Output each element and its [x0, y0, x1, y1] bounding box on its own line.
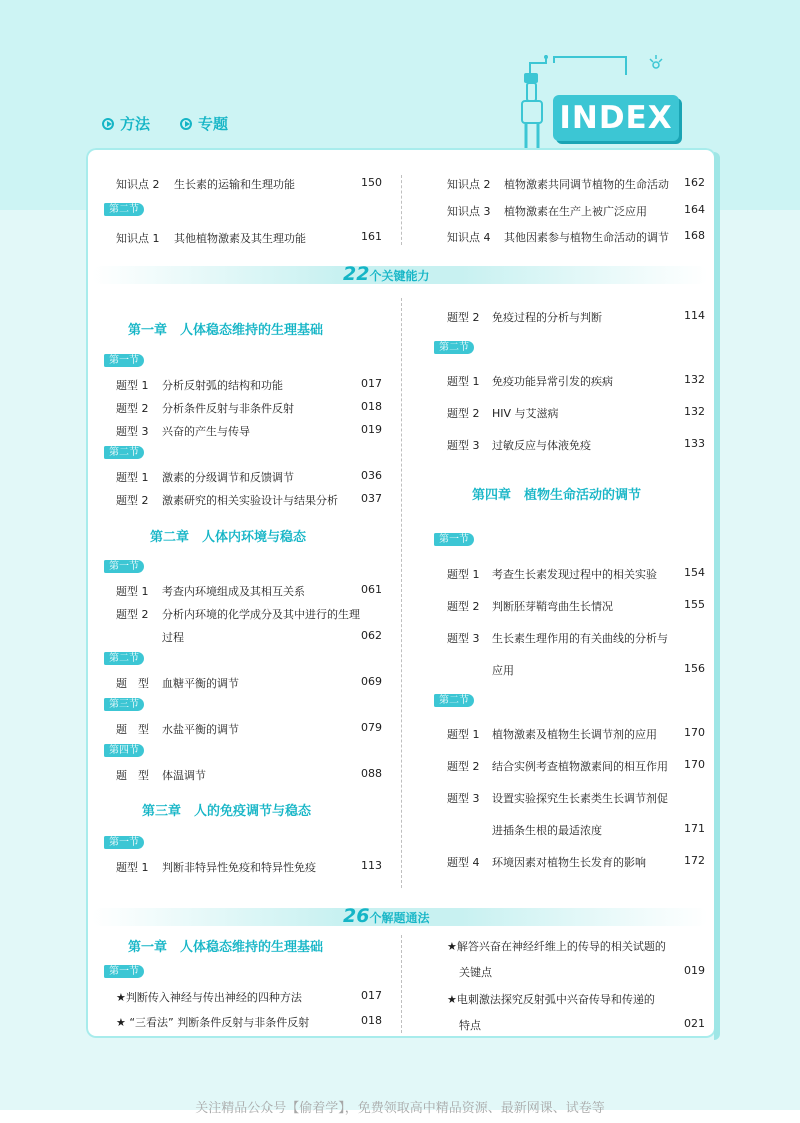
- item-page: 019: [361, 423, 382, 436]
- item-page: 161: [361, 230, 382, 243]
- item-label: 题型 3: [447, 632, 480, 645]
- item-page: 171: [684, 822, 705, 835]
- item-label: 题型 3: [447, 439, 480, 452]
- item-page: 113: [361, 859, 382, 872]
- item-label: 题 型: [116, 677, 149, 690]
- column-divider: [401, 935, 402, 1033]
- item-page: 170: [684, 726, 705, 739]
- item-title: 水盐平衡的调节: [162, 723, 239, 736]
- item-title: 生长素生理作用的有关曲线的分析与: [492, 632, 668, 645]
- section-badge: 第一节: [434, 533, 474, 546]
- item-page: 036: [361, 469, 382, 482]
- section-badge: 第三节: [104, 698, 144, 711]
- column-divider: [401, 175, 402, 245]
- divider-text: 个解题通法: [369, 911, 430, 925]
- item-title: 生长素的运输和生理功能: [174, 178, 295, 191]
- item-label: 题型 3: [116, 425, 149, 438]
- item-page: 132: [684, 373, 705, 386]
- item-page: 150: [361, 176, 382, 189]
- item-page: 170: [684, 758, 705, 771]
- item-page: 079: [361, 721, 382, 734]
- item-title-cont: 过程: [162, 631, 184, 644]
- item-label: 题型 2: [447, 407, 480, 420]
- item-page: 021: [684, 1017, 705, 1030]
- item-title: ★解答兴奋在神经纤维上的传导的相关试题的: [447, 940, 666, 953]
- section-badge: 第一节: [104, 836, 144, 849]
- chapter-title: 第一章 人体稳态维持的生理基础: [128, 323, 324, 338]
- item-title: 免疫过程的分析与判断: [492, 311, 602, 324]
- item-title: 激素的分级调节和反馈调节: [162, 471, 294, 484]
- item-label: 题型 1: [447, 728, 480, 741]
- item-title: 判断胚芽鞘弯曲生长情况: [492, 600, 613, 613]
- item-title: 免疫功能异常引发的疾病: [492, 375, 613, 388]
- section-divider-title: [343, 263, 429, 285]
- item-title: 分析条件反射与非条件反射: [162, 402, 294, 415]
- section-badge: 第一节: [104, 354, 144, 367]
- chapter-title: 第三章 人的免疫调节与稳态: [142, 804, 312, 819]
- section-badge: 第二节: [434, 694, 474, 707]
- section-badge: 第二节: [434, 341, 474, 354]
- item-title: 其他植物激素及其生理功能: [174, 232, 306, 245]
- item-page: 017: [361, 377, 382, 390]
- item-page: 088: [361, 767, 382, 780]
- item-title: 兴奋的产生与传导: [162, 425, 250, 438]
- item-page: 061: [361, 583, 382, 596]
- item-page: 037: [361, 492, 382, 505]
- item-title: 过敏反应与体液免疫: [492, 439, 591, 452]
- nav-method[interactable]: [102, 113, 150, 134]
- item-title: 分析内环境的化学成分及其中进行的生理: [162, 608, 360, 621]
- nav-topic-label: 专题: [198, 115, 229, 133]
- item-label: 题型 2: [116, 494, 149, 507]
- item-label: 题型 1: [116, 585, 149, 598]
- item-page: 069: [361, 675, 382, 688]
- chapter-title: 第一章 人体稳态维持的生理基础: [128, 940, 324, 955]
- item-label: 题型 1: [116, 471, 149, 484]
- index-badge: INDEX: [553, 95, 679, 141]
- section-badge: 第一节: [104, 560, 144, 573]
- item-page: 155: [684, 598, 705, 611]
- chapter-title: 第四章 植物生命活动的调节: [472, 488, 642, 503]
- item-label: 知识点 3: [447, 205, 491, 218]
- item-label: 题型 2: [116, 402, 149, 415]
- item-page: 019: [684, 964, 705, 977]
- item-title: 激素研究的相关实验设计与结果分析: [162, 494, 338, 507]
- play-circle-icon: [180, 118, 192, 130]
- item-title: 环境因素对植物生长发育的影响: [492, 856, 646, 869]
- item-label: 题 型: [116, 723, 149, 736]
- item-title: HIV 与艾滋病: [492, 407, 559, 420]
- item-title-cont: 进插条生根的最适浓度: [492, 824, 602, 837]
- item-page: 062: [361, 629, 382, 642]
- column-divider: [401, 298, 402, 888]
- section-badge: 第二节: [104, 652, 144, 665]
- item-title: 判断非特异性免疫和特异性免疫: [162, 861, 316, 874]
- item-label: 题型 1: [116, 861, 149, 874]
- item-page: 017: [361, 989, 382, 1002]
- footer-watermark: 关注精品公众号【偷着学】，免费领取高中精品资源、最新网课、试卷等: [195, 1101, 605, 1116]
- nav-topic[interactable]: [180, 113, 228, 134]
- item-page: 168: [684, 229, 705, 242]
- item-title: ★电刺激法探究反射弧中兴奋传导和传递的: [447, 993, 655, 1006]
- item-page: 154: [684, 566, 705, 579]
- divider-number: 22: [343, 263, 370, 285]
- item-title-cont: 应用: [492, 664, 514, 677]
- item-label: 题型 1: [447, 375, 480, 388]
- card-edge: [714, 152, 720, 1040]
- item-label: 题型 3: [447, 792, 480, 805]
- section-badge: 第四节: [104, 744, 144, 757]
- item-label: 知识点 2: [447, 178, 491, 191]
- item-title: 血糖平衡的调节: [162, 677, 239, 690]
- divider-text: 个关键能力: [369, 269, 430, 283]
- item-label: 题型 1: [447, 568, 480, 581]
- item-title: ★判断传入神经与传出神经的四种方法: [116, 991, 302, 1004]
- section-badge: 第二节: [104, 203, 144, 216]
- chapter-title: 第二章 人体内环境与稳态: [150, 530, 307, 545]
- item-page: 162: [684, 176, 705, 189]
- item-title: 考查生长素发现过程中的相关实验: [492, 568, 657, 581]
- item-title: 其他因素参与植物生命活动的调节: [504, 231, 669, 244]
- item-title: 结合实例考查植物激素间的相互作用: [492, 760, 668, 773]
- divider-number: 26: [343, 905, 370, 927]
- item-page: 018: [361, 1014, 382, 1027]
- item-title-cont: 关键点: [459, 966, 492, 979]
- item-title: 考查内环境组成及其相互关系: [162, 585, 305, 598]
- section-badge: 第一节: [104, 965, 144, 978]
- item-title: 设置实验探究生长素类生长调节剂促: [492, 792, 668, 805]
- nav-method-label: 方法: [120, 115, 151, 133]
- item-page: 132: [684, 405, 705, 418]
- item-label: 题型 2: [116, 608, 149, 621]
- item-title: 体温调节: [162, 769, 206, 782]
- item-label: 题型 2: [447, 600, 480, 613]
- item-label: 题型 2: [447, 311, 480, 324]
- play-circle-icon: [102, 118, 114, 130]
- item-page: 114: [684, 309, 705, 322]
- item-label: 知识点 2: [116, 178, 160, 191]
- section-badge: 第二节: [104, 446, 144, 459]
- section-divider-title: [343, 905, 429, 927]
- item-label: 题型 4: [447, 856, 480, 869]
- item-label: 知识点 4: [447, 231, 491, 244]
- item-page: 164: [684, 203, 705, 216]
- item-page: 133: [684, 437, 705, 450]
- item-label: 题型 2: [447, 760, 480, 773]
- item-page: 172: [684, 854, 705, 867]
- item-title-cont: 特点: [459, 1019, 481, 1032]
- item-title: 植物激素在生产上被广泛应用: [504, 205, 647, 218]
- item-title: ★ “三看法” 判断条件反射与非条件反射: [116, 1016, 310, 1029]
- item-title: 植物激素共同调节植物的生命活动: [504, 178, 669, 191]
- item-label: 知识点 1: [116, 232, 160, 245]
- item-title: 分析反射弧的结构和功能: [162, 379, 283, 392]
- item-title: 植物激素及植物生长调节剂的应用: [492, 728, 657, 741]
- item-page: 156: [684, 662, 705, 675]
- item-label: 题型 1: [116, 379, 149, 392]
- item-page: 018: [361, 400, 382, 413]
- item-label: 题 型: [116, 769, 149, 782]
